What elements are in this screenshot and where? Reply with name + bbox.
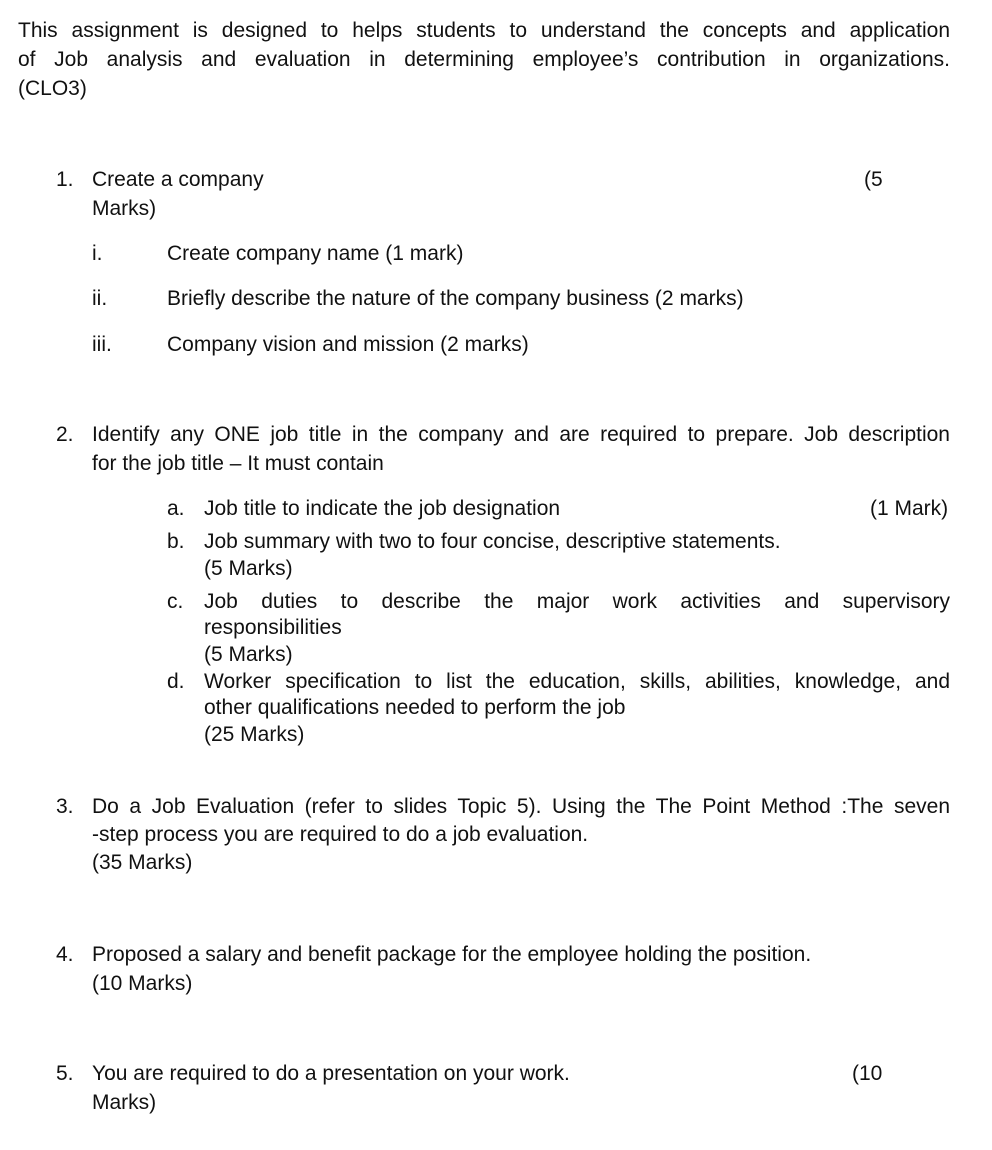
q1-title: Create a company: [92, 168, 264, 191]
q2-item-c-letter: c.: [167, 590, 184, 613]
q1-number: 1.: [56, 168, 74, 191]
intro-line-2: of Job analysis and evaluation in determining employee’s contribution in organizations.: [18, 48, 950, 71]
q2-line-2: for the job title – It must contain: [92, 452, 384, 475]
q1-marks-close: Marks): [92, 197, 157, 220]
q2-item-b-marks: (5 Marks): [204, 557, 293, 580]
intro-clo: (CLO3): [18, 77, 87, 100]
q2-item-c-marks: (5 Marks): [204, 643, 293, 666]
q2-item-b-letter: b.: [167, 530, 185, 553]
intro-line-1: This assignment is designed to helps students to understand the concepts and application: [18, 19, 950, 42]
q2-line-1: Identify any ONE job title in the company and are required to prepare. Job description: [92, 423, 950, 446]
q1-item-2-text: Briefly describe the nature of the company business (2 marks): [167, 287, 744, 310]
q2-item-c-text-2: responsibilities: [204, 616, 342, 639]
q3-number: 3.: [56, 795, 74, 818]
q5-line-1: You are required to do a presentation on your work.: [92, 1062, 570, 1085]
q1-item-3-text: Company vision and mission (2 marks): [167, 333, 529, 356]
q5-marks-open: (10: [852, 1062, 883, 1085]
q1-item-2-roman: ii.: [92, 287, 108, 310]
q1-item-1-text: Create company name (1 mark): [167, 242, 464, 265]
q2-number: 2.: [56, 423, 74, 446]
q1-item-3-roman: iii.: [92, 333, 112, 356]
q3-line-2: -step process you are required to do a job evaluation.: [92, 823, 589, 846]
q4-number: 4.: [56, 943, 74, 966]
q2-item-a-marks: (1 Mark): [870, 497, 949, 520]
q2-item-c-text-1: Job duties to describe the major work activities and supervisory: [204, 590, 950, 613]
q2-item-b-text: Job summary with two to four concise, descriptive statements.: [204, 530, 781, 553]
q3-line-1: Do a Job Evaluation (refer to slides Topic 5). Using the The Point Method :The seven: [92, 795, 950, 818]
q1-marks-open: (5: [864, 168, 883, 191]
q1-item-1-roman: i.: [92, 242, 103, 265]
q3-marks: (35 Marks): [92, 851, 193, 874]
q2-item-d-marks: (25 Marks): [204, 723, 305, 746]
q4-line-1: Proposed a salary and benefit package for the employee holding the position.: [92, 943, 812, 966]
q2-item-a-text: Job title to indicate the job designation: [204, 497, 561, 520]
q2-item-a-letter: a.: [167, 497, 185, 520]
q2-item-d-letter: d.: [167, 670, 185, 693]
q4-marks: (10 Marks): [92, 972, 193, 995]
q5-number: 5.: [56, 1062, 74, 1085]
q2-item-d-text-1: Worker specification to list the education, skills, abilities, knowledge, and: [204, 670, 950, 693]
q2-item-d-text-2: other qualifications needed to perform the job: [204, 696, 626, 719]
q5-marks-close: Marks): [92, 1091, 157, 1114]
